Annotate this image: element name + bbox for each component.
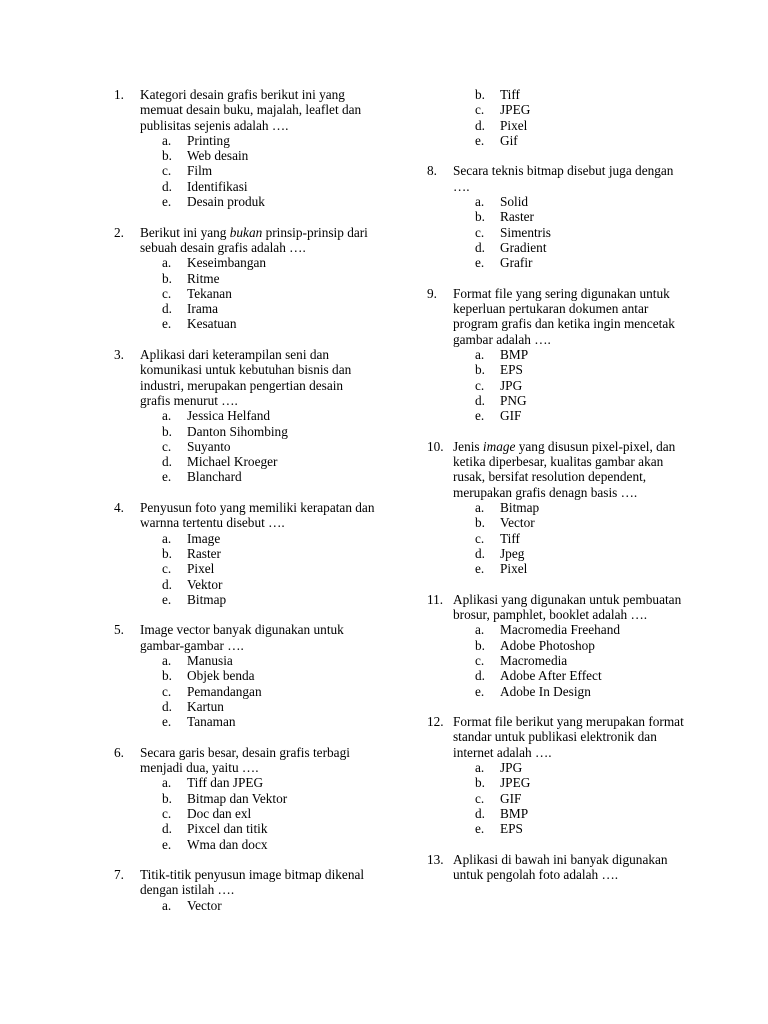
- option-text: EPS: [500, 362, 523, 378]
- option-label: b.: [162, 423, 172, 439]
- option-list: [140, 531, 376, 607]
- option-text: BMP: [500, 347, 529, 363]
- option-label: c.: [475, 377, 485, 393]
- answer-option[interactable]: [475, 194, 689, 209]
- option-list: [453, 194, 689, 270]
- option-label: e.: [475, 561, 485, 577]
- answer-option[interactable]: [475, 531, 689, 546]
- answer-option[interactable]: [162, 255, 376, 270]
- answer-option[interactable]: [162, 454, 376, 469]
- option-text: JPEG: [500, 102, 531, 118]
- option-label: b.: [475, 515, 485, 531]
- question-item: [427, 286, 689, 424]
- answer-option[interactable]: [162, 821, 376, 836]
- answer-option[interactable]: [162, 301, 376, 316]
- option-text: Image: [187, 530, 221, 546]
- option-list: [140, 898, 376, 913]
- option-text: Irama: [187, 301, 219, 317]
- option-text: EPS: [500, 821, 523, 837]
- question-text: Aplikasi yang digunakan untuk pembuatan brosur, pamphlet, booklet adalah ….: [453, 591, 682, 623]
- answer-option[interactable]: [475, 500, 689, 515]
- option-label: b.: [475, 362, 485, 378]
- option-label: d.: [475, 668, 485, 684]
- question-number: 4.: [114, 500, 124, 516]
- question-text-part: Jenis: [453, 438, 483, 454]
- option-label: d.: [475, 239, 485, 255]
- question-text: Penyusun foto yang memiliki kerapatan dan warnna tertentu disebut ….: [140, 500, 375, 531]
- question-number: 3.: [114, 347, 124, 363]
- option-text: Tiff dan JPEG: [187, 775, 264, 791]
- option-label: e.: [162, 591, 172, 607]
- option-text: GIF: [500, 790, 522, 806]
- option-label: e.: [475, 408, 485, 424]
- option-text: Jessica Helfand: [187, 408, 271, 424]
- option-text: Tekanan: [187, 285, 232, 301]
- option-label: e.: [475, 255, 485, 271]
- option-text: Solid: [500, 194, 529, 210]
- option-text: Gradient: [500, 239, 547, 255]
- option-text: Gif: [500, 132, 518, 148]
- right-column: [427, 87, 689, 898]
- question-number: 12.: [427, 714, 444, 730]
- answer-option[interactable]: [162, 179, 376, 194]
- answer-option[interactable]: [162, 148, 376, 163]
- option-text: Manusia: [187, 652, 233, 668]
- answer-option[interactable]: [162, 898, 376, 913]
- question-text: Aplikasi dari keterampilan seni dan komunikasi untuk kebutuhan bisnis dan industri, merupakan pengertian desain grafis menurut ….: [140, 347, 352, 408]
- answer-option[interactable]: [162, 316, 376, 331]
- question-text: Format file yang sering digunakan untuk keperluan pertukaran dokumen antar program grafis dan ketika ingin mencetak gambar adalah ….: [453, 285, 675, 347]
- question-text: Format file berikut yang merupakan format standar untuk publikasi elektronik dan internet adalah ….: [453, 714, 684, 760]
- option-text: Suyanto: [187, 438, 231, 454]
- option-label: e.: [162, 316, 172, 332]
- option-label: d.: [162, 698, 172, 714]
- option-label: b.: [162, 270, 172, 286]
- answer-option[interactable]: [162, 699, 376, 714]
- option-label: c.: [162, 438, 172, 454]
- question-item: [114, 87, 376, 209]
- option-text: Bitmap dan Vektor: [187, 790, 288, 806]
- answer-option[interactable]: [162, 469, 376, 484]
- option-label: a.: [475, 622, 485, 638]
- option-text: Film: [187, 163, 213, 179]
- question-number: 6.: [114, 744, 124, 760]
- answer-option[interactable]: [162, 577, 376, 592]
- question-number: 10.: [427, 438, 444, 454]
- answer-option[interactable]: [475, 515, 689, 530]
- question-text: Secara teknis bitmap disebut juga dengan ….: [453, 163, 674, 194]
- answer-option[interactable]: [475, 87, 689, 102]
- answer-option[interactable]: [475, 378, 689, 393]
- question-item: [427, 592, 689, 699]
- option-list: [140, 775, 376, 851]
- question-text: [453, 439, 689, 500]
- option-label: c.: [475, 224, 485, 240]
- answer-option[interactable]: [162, 592, 376, 607]
- option-text: Simentris: [500, 224, 551, 240]
- option-list: [453, 347, 689, 423]
- answer-option[interactable]: [475, 561, 689, 576]
- question-item: [114, 622, 376, 729]
- option-label: c.: [162, 285, 172, 301]
- option-text: Doc dan exl: [187, 805, 252, 821]
- option-text: Vektor: [187, 576, 223, 592]
- option-text: Adobe After Effect: [500, 668, 602, 684]
- option-text: Kesatuan: [187, 316, 237, 332]
- option-label: c.: [475, 530, 485, 546]
- answer-option[interactable]: [475, 653, 689, 668]
- option-label: c.: [162, 805, 172, 821]
- option-text: JPG: [500, 377, 523, 393]
- answer-option[interactable]: [475, 133, 689, 148]
- question-number: 7.: [114, 867, 124, 883]
- option-label: d.: [475, 392, 485, 408]
- option-text: Keseimbangan: [187, 255, 267, 271]
- option-list: [140, 133, 376, 209]
- option-text: Raster: [500, 209, 534, 225]
- option-text: Pixcel dan titik: [187, 821, 268, 837]
- option-label: c.: [162, 561, 172, 577]
- option-label: a.: [162, 530, 172, 546]
- option-label: a.: [162, 132, 172, 148]
- answer-option[interactable]: [162, 531, 376, 546]
- option-label: b.: [162, 148, 172, 164]
- option-text: Tiff: [500, 87, 520, 102]
- answer-option[interactable]: [475, 393, 689, 408]
- option-text: Pemandangan: [187, 683, 262, 699]
- answer-option[interactable]: [475, 240, 689, 255]
- continued-options: [453, 87, 689, 148]
- option-list: [140, 653, 376, 729]
- question-number: 5.: [114, 622, 124, 638]
- option-label: a.: [162, 897, 172, 913]
- question-item: [427, 852, 689, 883]
- option-text: Tiff: [500, 530, 520, 546]
- option-label: e.: [162, 194, 172, 210]
- option-label: a.: [162, 255, 172, 271]
- question-number: 11.: [427, 591, 444, 607]
- option-label: e.: [475, 821, 485, 837]
- answer-option[interactable]: [475, 821, 689, 836]
- option-label: c.: [162, 683, 172, 699]
- option-list: [453, 500, 689, 576]
- option-label: a.: [162, 775, 172, 791]
- option-text: Adobe In Design: [500, 683, 591, 699]
- option-text: Objek benda: [187, 668, 255, 684]
- option-label: d.: [475, 545, 485, 561]
- answer-option[interactable]: [475, 347, 689, 362]
- answer-option[interactable]: [162, 408, 376, 423]
- option-list: [453, 760, 689, 836]
- answer-option[interactable]: [475, 546, 689, 561]
- question-number: 1.: [114, 87, 124, 102]
- option-label: e.: [475, 132, 485, 148]
- option-label: c.: [475, 652, 485, 668]
- option-label: a.: [475, 500, 485, 516]
- option-text: Michael Kroeger: [187, 454, 278, 470]
- question-emphasis: bukan: [229, 224, 263, 240]
- option-label: a.: [162, 408, 172, 424]
- answer-option[interactable]: [162, 286, 376, 301]
- answer-option[interactable]: [475, 362, 689, 377]
- option-label: d.: [162, 576, 172, 592]
- option-text: Raster: [187, 545, 221, 561]
- option-text: Kartun: [187, 698, 224, 714]
- option-label: b.: [162, 545, 172, 561]
- answer-option[interactable]: [162, 775, 376, 790]
- option-label: b.: [475, 87, 485, 102]
- question-text: Titik-titik penyusun image bitmap dikenal dengan istilah ….: [140, 867, 365, 898]
- answer-option[interactable]: [162, 791, 376, 806]
- continued-option-list: [453, 87, 689, 148]
- answer-option[interactable]: [475, 775, 689, 790]
- option-text: JPG: [500, 760, 523, 776]
- option-label: d.: [162, 178, 172, 194]
- question-item: [114, 867, 376, 913]
- question-text-part: Berikut ini yang: [140, 224, 230, 240]
- answer-option[interactable]: [475, 118, 689, 133]
- option-label: a.: [475, 194, 485, 210]
- option-list: [453, 622, 689, 698]
- question-number: 9.: [427, 285, 437, 301]
- answer-option[interactable]: [475, 255, 689, 270]
- answer-option[interactable]: [162, 546, 376, 561]
- answer-option[interactable]: [162, 194, 376, 209]
- answer-option[interactable]: [475, 225, 689, 240]
- option-label: c.: [475, 102, 485, 118]
- option-text: BMP: [500, 805, 529, 821]
- option-text: Ritme: [187, 270, 220, 286]
- answer-option[interactable]: [475, 638, 689, 653]
- option-label: b.: [162, 668, 172, 684]
- answer-option[interactable]: [475, 760, 689, 775]
- answer-option[interactable]: [475, 668, 689, 683]
- option-text: Bitmap: [187, 591, 227, 607]
- answer-option[interactable]: [475, 806, 689, 821]
- answer-option[interactable]: [162, 163, 376, 178]
- answer-option[interactable]: [162, 133, 376, 148]
- option-label: e.: [162, 469, 172, 485]
- answer-option[interactable]: [162, 561, 376, 576]
- option-text: Danton Sihombing: [187, 423, 288, 439]
- question-text: Kategori desain grafis berikut ini yang memuat desain buku, majalah, leaflet dan publisitas sejenis adalah ….: [140, 87, 362, 133]
- option-list: [140, 255, 376, 331]
- left-column: [114, 87, 376, 928]
- option-label: a.: [475, 347, 485, 363]
- answer-option[interactable]: [475, 791, 689, 806]
- question-item: [427, 163, 689, 270]
- option-text: Wma dan docx: [187, 836, 268, 852]
- option-text: Identifikasi: [187, 178, 248, 194]
- answer-option[interactable]: [162, 837, 376, 852]
- option-text: Blanchard: [187, 469, 242, 485]
- answer-option[interactable]: [162, 684, 376, 699]
- option-label: b.: [475, 637, 485, 653]
- answer-option[interactable]: [475, 209, 689, 224]
- option-text: Grafir: [500, 255, 533, 271]
- question-item: [114, 225, 376, 332]
- option-label: d.: [475, 805, 485, 821]
- question-emphasis: image: [482, 438, 516, 454]
- option-text: PNG: [500, 392, 527, 408]
- answer-option[interactable]: [162, 424, 376, 439]
- option-text: Jpeg: [500, 545, 525, 561]
- option-text: Bitmap: [500, 500, 540, 516]
- option-label: c.: [162, 163, 172, 179]
- option-text: Web desain: [187, 148, 249, 164]
- answer-option[interactable]: [162, 714, 376, 729]
- question-number: 13.: [427, 851, 444, 867]
- option-label: b.: [475, 775, 485, 791]
- question-item: [114, 745, 376, 852]
- option-label: d.: [162, 454, 172, 470]
- option-label: d.: [475, 117, 485, 133]
- question-text: Secara garis besar, desain grafis terbagi menjadi dua, yaitu ….: [140, 744, 350, 776]
- answer-option[interactable]: [162, 668, 376, 683]
- question-text: [140, 225, 376, 256]
- question-text: Aplikasi di bawah ini banyak digunakan untuk pengolah foto adalah ….: [453, 851, 668, 883]
- question-number: 8.: [427, 163, 437, 179]
- option-label: e.: [162, 836, 172, 852]
- option-text: Pixel: [500, 561, 528, 577]
- answer-option[interactable]: [162, 439, 376, 454]
- option-text: Macromedia Freehand: [500, 622, 620, 638]
- option-label: d.: [162, 821, 172, 837]
- answer-option[interactable]: [475, 102, 689, 117]
- question-item: [114, 500, 376, 607]
- option-label: e.: [162, 714, 172, 730]
- option-text: Pixel: [187, 561, 215, 577]
- option-text: Printing: [187, 132, 230, 148]
- question-text-part: yang disusun pixel-pixel, dan ketika diperbesar, kualitas gambar akan rusak, bersifat resolution dependent, merupakan grafis denagn basis ….: [453, 438, 676, 500]
- option-text: Vector: [500, 515, 535, 531]
- answer-option[interactable]: [162, 806, 376, 821]
- option-text: Pixel: [500, 117, 528, 133]
- question-text: Image vector banyak digunakan untuk gambar-gambar ….: [140, 622, 344, 653]
- question-item: [114, 347, 376, 485]
- question-text-part: prinsip-prinsip dari sebuah desain grafis adalah ….: [140, 224, 368, 255]
- option-list: [140, 408, 376, 484]
- option-label: b.: [475, 209, 485, 225]
- question-item: [427, 714, 689, 836]
- option-label: c.: [475, 790, 485, 806]
- option-label: a.: [162, 652, 172, 668]
- option-text: JPEG: [500, 775, 531, 791]
- option-text: Tanaman: [187, 714, 236, 730]
- question-item: [427, 439, 689, 577]
- option-text: Desain produk: [187, 194, 265, 210]
- option-text: Macromedia: [500, 652, 568, 668]
- option-text: GIF: [500, 408, 522, 424]
- option-label: b.: [162, 790, 172, 806]
- option-label: e.: [475, 683, 485, 699]
- answer-option[interactable]: [475, 622, 689, 637]
- option-text: Adobe Photoshop: [500, 637, 595, 653]
- answer-option[interactable]: [162, 271, 376, 286]
- answer-option[interactable]: [475, 684, 689, 699]
- answer-option[interactable]: [475, 408, 689, 423]
- right-question-list: [427, 163, 689, 882]
- option-label: d.: [162, 301, 172, 317]
- answer-option[interactable]: [162, 653, 376, 668]
- option-text: Vector: [187, 897, 222, 913]
- option-label: a.: [475, 760, 485, 776]
- question-number: 2.: [114, 224, 124, 240]
